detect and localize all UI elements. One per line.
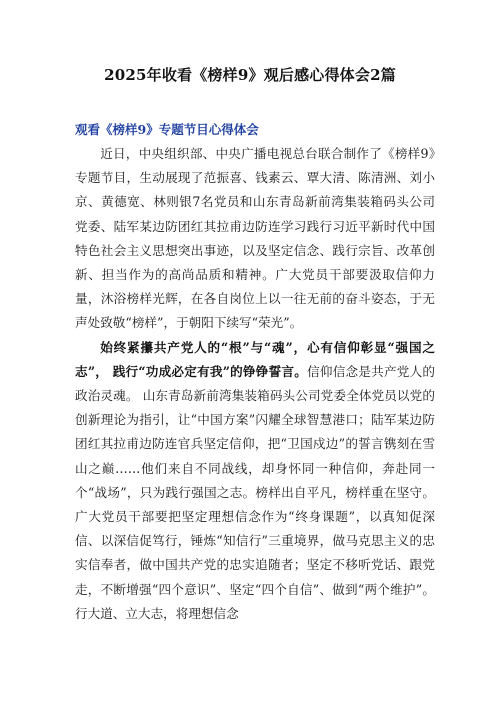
paragraph-intro: 近日，中央组织部、中央广播电视总台联合制作了《榜样9》专题节目，生动展现了范振喜、钱素云、覃大清、陈清洲、刘小京、黄德宽、林则银7名党员和山东青岛新前湾集装箱码头公司党委、陆军某边防团红其拉甫边防连学习践行习近平新时代中国特色社会主义思想突出事迹，以及坚定信念、践行宗旨、改革创新、担当作为的高尚品质和精神。广大党员干部要汲取信仰力量，沐浴榜样光辉，在各自岗位上以一往无前的奋斗姿态，于无声处致敬“榜样”，于朝阳下续写“荣光”。 — [75, 146, 435, 331]
section-heading: 观看《榜样9》专题节目心得体会 — [75, 122, 259, 137]
paragraph-belief — [75, 336, 435, 626]
paragraph-belief-lead: 始终紧攥共产党人的“根”与“魂”，心有信仰彰显“强国之志”， 践行“功成必定有我”的铮铮誓言。 — [75, 339, 435, 379]
paragraph-belief-text: 信仰信念是共产党人的政治灵魂。 山东青岛新前湾集装箱码头公司党委全体党员以党的创新理论为指引，让“中国方案”闪耀全球智慧港口；陆军某边防团红其拉甫边防连官兵坚定信仰，把“卫国戍边”的誓言镌刻在雪山之巅……他们来自不同战线，却身怀同一种信仰，奔赴同一个“战场”，只为践行强国之志。榜样出自平凡，榜样重在坚守。广大党员干部要把坚定理想信念作为“终身课题”，以真知促深信、以深信促笃行，锤炼“知信行”三重境界，做马克思主义的忠实信奉者，做中国共产党的忠实追随者；坚定不移听党话、跟党走，不断增强“四个意识”、坚定“四个自信”、做到“两个维护”。行大道、立大志，将理想信念 — [75, 363, 435, 621]
document-body — [75, 142, 435, 626]
document-title: 2025年收看《榜样9》观后感心得体会2篇 — [104, 66, 396, 84]
